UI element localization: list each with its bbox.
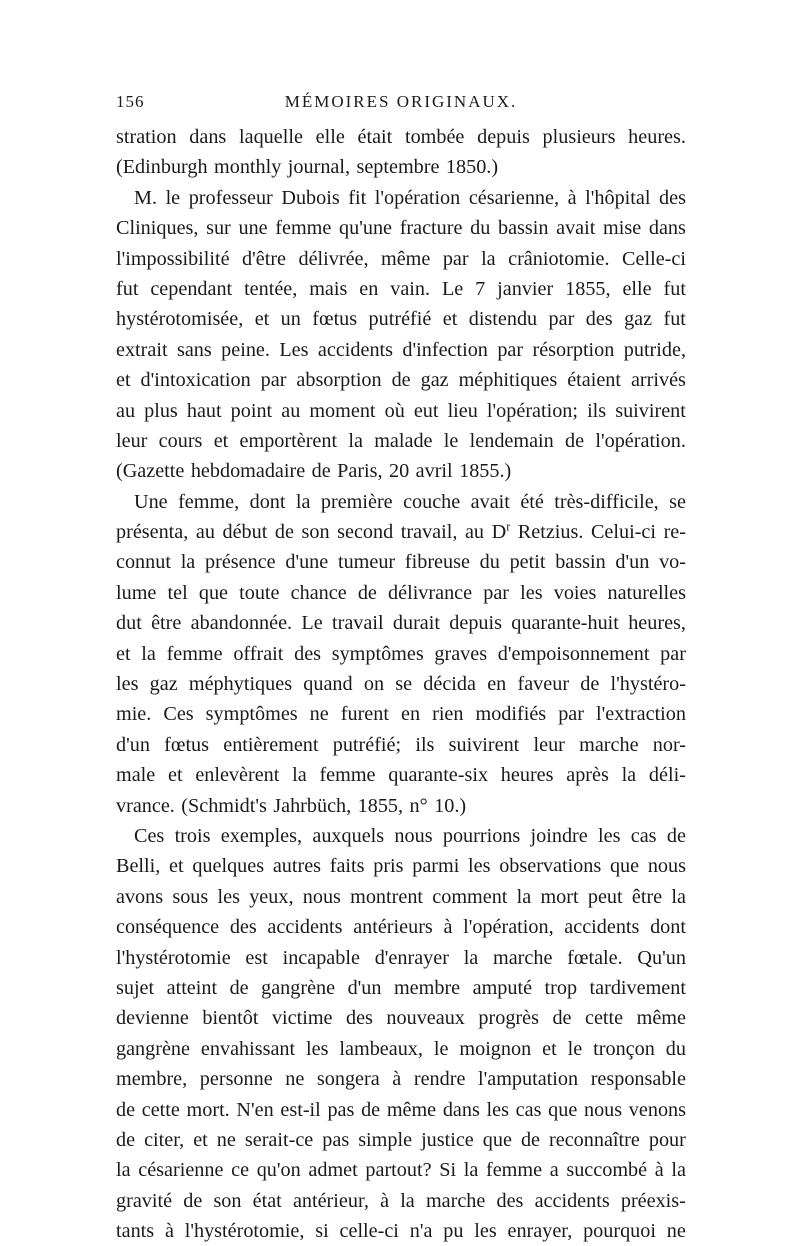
text-line: gangrène envahissant les lambeaux, le moignon et le tronçon du [116, 1037, 686, 1060]
page-number: 156 [116, 92, 145, 111]
running-title: MÉMOIRES ORIGINAUX. [284, 92, 518, 111]
text-line: présenta, au début de son second travail, au $D^r$ Retzius. Celui-ci re- [116, 519, 686, 544]
running-head [116, 92, 686, 114]
text-line: dut être abandonnée. Le travail durait depuis quarante-huit heures, [116, 612, 686, 635]
body-text [116, 122, 686, 1246]
text-line: gravité de son état antérieur, à la marche des accidents préexis- [116, 1189, 686, 1212]
text-line: l'impossibilité d'être délivrée, même par la crâniotomie. Celle-ci [116, 247, 686, 270]
text-line: l'hystérotomie est incapable d'enrayer la marche fœtale. Qu'un [116, 946, 686, 969]
text-line: mie. Ces symptômes ne furent en rien modifiés par l'extraction [116, 703, 686, 726]
text-line: les gaz méphytiques quand on se décida en faveur de l'hystéro- [116, 673, 686, 696]
text-line: de cette mort. N'en est-il pas de même dans les cas que nous venons [116, 1098, 686, 1121]
text-line: sujet atteint de gangrène d'un membre amputé trop tardivement [116, 976, 686, 999]
text-line: hystérotomisée, et un fœtus putréfié et distendu par des gaz fut [116, 308, 686, 331]
text-line: Belli, et quelques autres faits pris parmi les observations que nous [116, 855, 686, 878]
book-page [116, 92, 686, 1246]
text-line: M. le professeur Dubois fit l'opération césarienne, à l'hôpital des [134, 186, 686, 209]
text-line: lume tel que toute chance de délivrance par les voies naturelles [116, 581, 686, 604]
text-line: male et enlevèrent la femme quarante-six heures après la déli- [116, 764, 686, 787]
text-line: avons sous les yeux, nous montrent comment la mort peut être la [116, 885, 686, 908]
text-line: la césarienne ce qu'on admet partout? Si la femme a succombé à la [116, 1159, 686, 1182]
text-line: Cliniques, sur une femme qu'une fracture du bassin avait mise dans [116, 217, 686, 240]
text-line: devienne bientôt victime des nouveaux progrès de cette même [116, 1007, 686, 1030]
text-line: et la femme offrait des symptômes graves d'empoisonnement par [116, 642, 686, 665]
text-line: d'un fœtus entièrement putréfié; ils suivirent leur marche nor- [116, 733, 686, 756]
text-line: conséquence des accidents antérieurs à l'opération, accidents dont [116, 916, 686, 939]
text-line: connut la présence d'une tumeur fibreuse du petit bassin d'un vo- [116, 551, 686, 574]
text-line: stration dans laquelle elle était tombée depuis plusieurs heures. [116, 126, 686, 148]
text-line: et d'intoxication par absorption de gaz méphitiques étaient arrivés [116, 369, 686, 392]
text-line: fut cependant tentée, mais en vain. Le 7 janvier 1855, elle fut [116, 277, 686, 300]
text-line: tants à l'hystérotomie, si celle-ci n'a pu les enrayer, pourquoi ne [116, 1220, 686, 1243]
text-line: au plus haut point au moment où eut lieu l'opération; ils suivirent [116, 399, 686, 422]
text-line: (Edinburgh monthly journal, septembre 1850.) [116, 156, 499, 179]
text-line: Une femme, dont la première couche avait été très-difficile, se [134, 490, 686, 513]
text-line: leur cours et emportèrent la malade le lendemain de l'opération. [116, 429, 686, 452]
text-line: extrait sans peine. Les accidents d'infection par résorption putride, [116, 338, 686, 361]
text-line: Ces trois exemples, auxquels nous pourrions joindre les cas de [134, 824, 686, 847]
text-line: de citer, et ne serait-ce pas simple justice que de reconnaître pour [116, 1128, 686, 1151]
text-line: membre, personne ne songera à rendre l'amputation responsable [116, 1068, 686, 1091]
text-line: (Gazette hebdomadaire de Paris, 20 avril 1855.) [116, 460, 512, 483]
text-line: vrance. (Schmidt's Jahrbüch, 1855, n° 10.) [116, 794, 467, 817]
